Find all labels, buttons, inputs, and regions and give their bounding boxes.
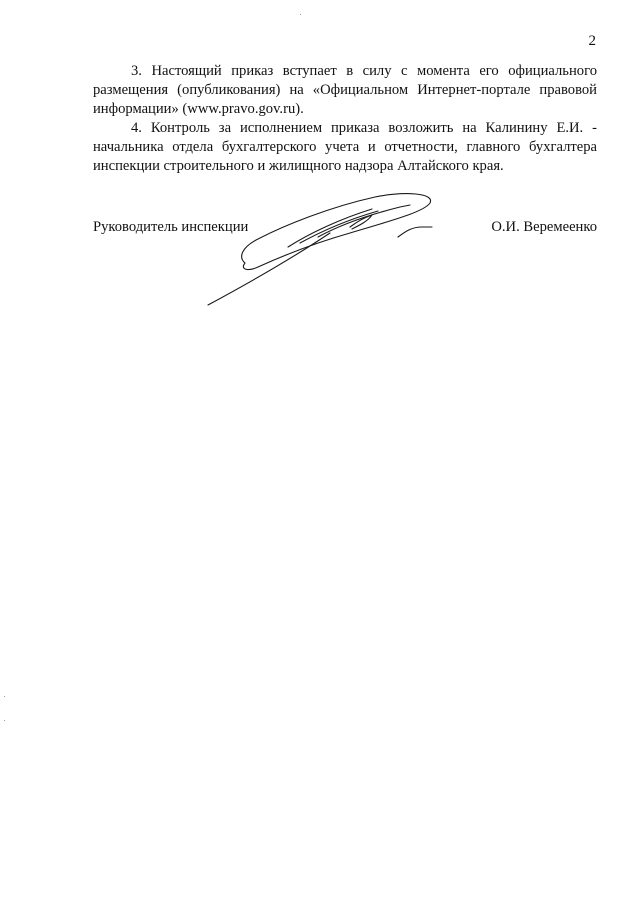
signer-title: Руководитель инспекции	[93, 219, 249, 235]
handwritten-signature	[200, 185, 440, 310]
order-body	[93, 62, 597, 176]
scan-dot	[4, 720, 5, 721]
signer-name: О.И. Веремеенко	[491, 219, 597, 235]
scan-dot	[300, 14, 301, 15]
page-number: 2	[588, 33, 596, 49]
paragraph-4: 4. Контроль за исполнением приказа возложить на Калинину Е.И. - начальника отдела бухгалтерского учета и отчетности, главного бухгалтера инспекции строительного и жилищного надзора Алтайского края.	[93, 120, 597, 174]
scan-dot	[4, 696, 5, 697]
paragraph-3: 3. Настоящий приказ вступает в силу с момента его официального размещения (опубликования) на «Официальном Интернет-портале правовой информации» (www.pravo.gov.ru).	[93, 63, 597, 117]
